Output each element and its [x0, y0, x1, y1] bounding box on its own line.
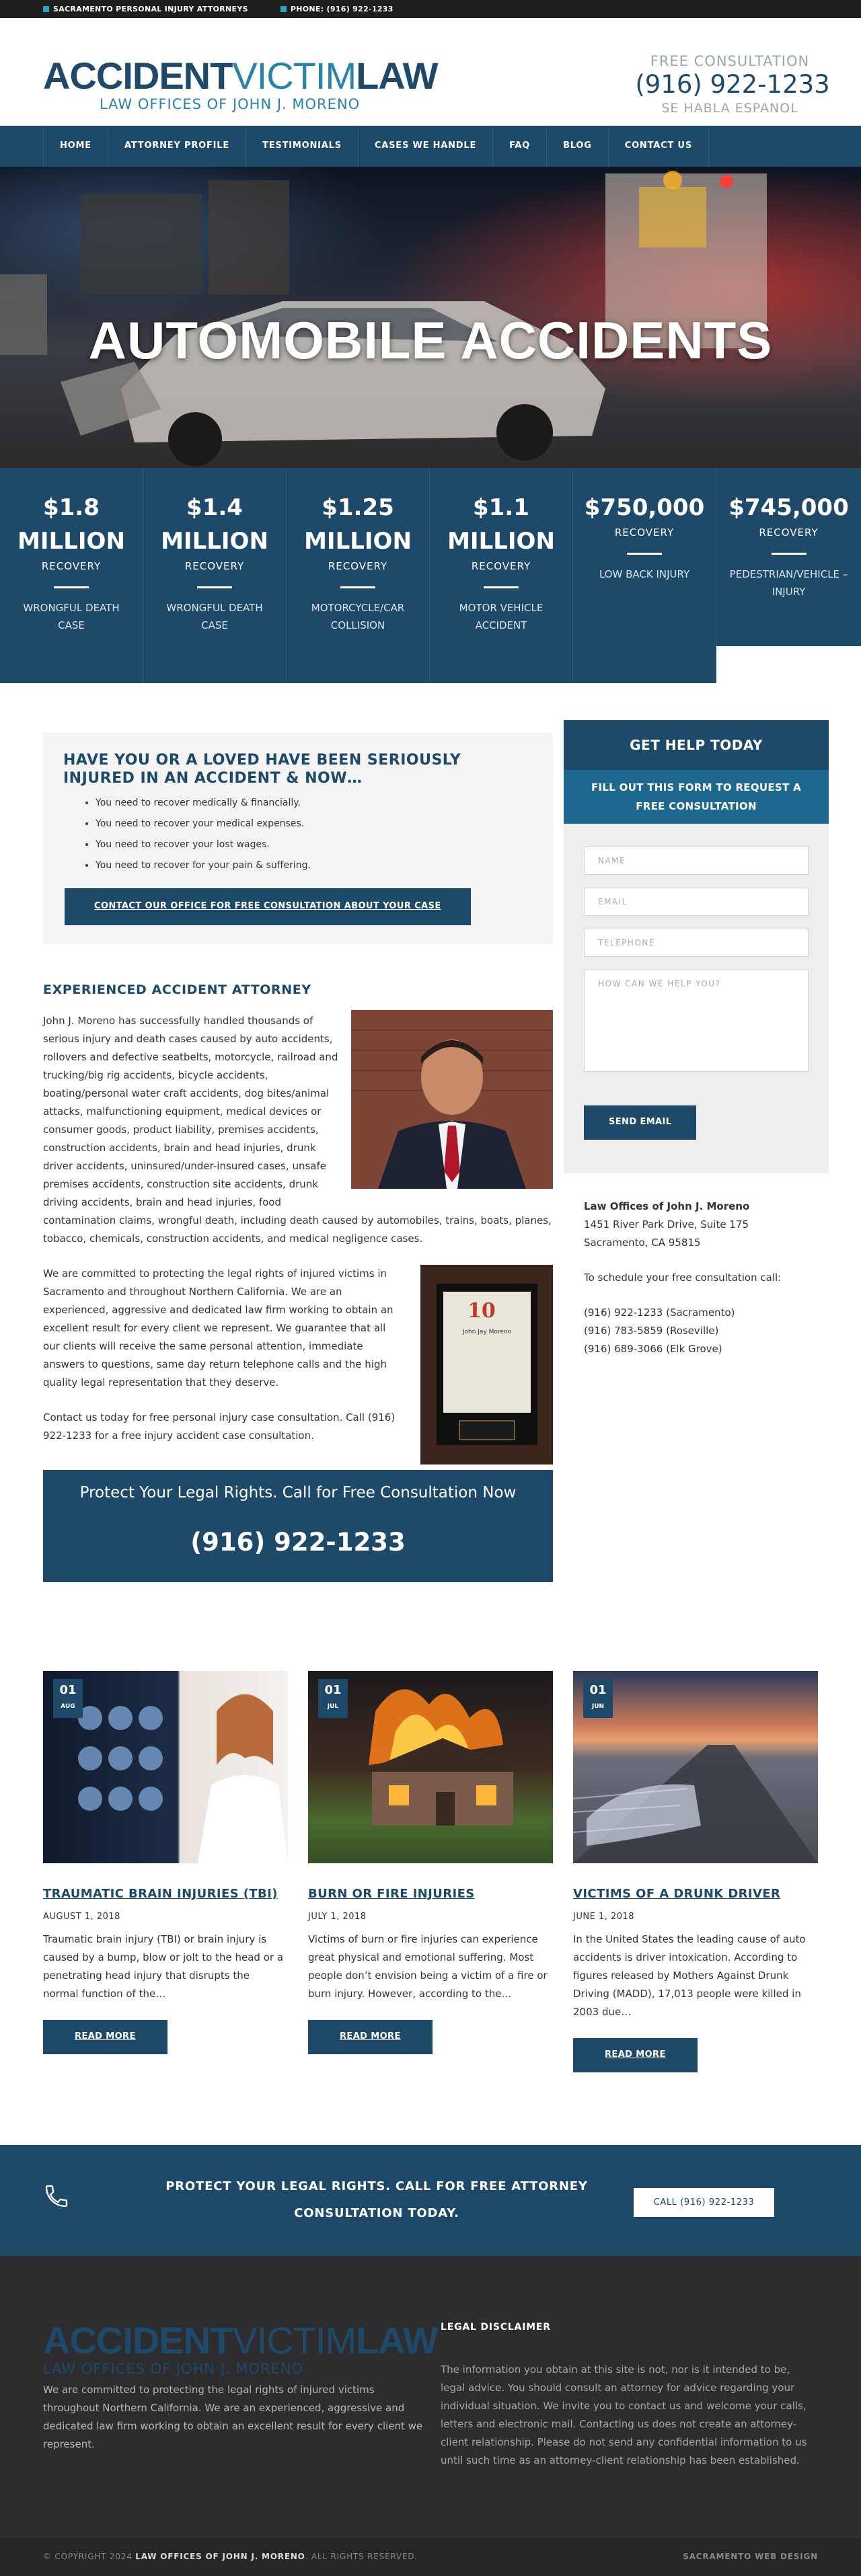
- post-date: JUNE 1, 2018: [573, 1912, 635, 1922]
- callout-title: HAVE YOU OR A LOVED HAVE BEEN SERIOUSLY INJURED IN AN ACCIDENT & NOW…: [63, 752, 461, 787]
- stat-card: [716, 468, 861, 646]
- badge-month: AUG: [61, 1703, 75, 1710]
- disclaimer-text: The information you obtain at this site is not, nor is it intended to be, legal advice. You should consult an attorney for advice regarding your individual situation. We invite you to contact us and welcome your calls, letters and electronic mail. Contacting us does not create an attorney-client relationship. Please do not send any confidential information to us until such time as an attorney-client relationship has been established.: [441, 2364, 807, 2467]
- logo-accident[interactable]: ACCIDENT: [43, 2318, 233, 2362]
- office-phone[interactable]: (916) 783-5859 (Roseville): [584, 1324, 719, 1337]
- nav-contact[interactable]: CONTACT US: [609, 126, 709, 167]
- square-icon: [43, 6, 49, 12]
- header-contact: [635, 53, 830, 116]
- nav-cases[interactable]: CASES WE HANDLE: [359, 126, 493, 167]
- top-phone[interactable]: [280, 3, 394, 15]
- name-input[interactable]: NAME: [584, 847, 809, 875]
- disclaimer-title: LEGAL DISCLAIMER: [441, 2321, 551, 2333]
- post-title[interactable]: VICTIMS OF A DRUNK DRIVER: [573, 1886, 781, 1901]
- copyright-firm: LAW OFFICES OF JOHN J. MORENO: [135, 2552, 305, 2562]
- stat-label: RECOVERY: [184, 560, 245, 572]
- office-phone[interactable]: (916) 689-3066 (Elk Grove): [584, 1342, 722, 1355]
- hero-banner: [0, 167, 861, 468]
- hero-title: AUTOMOBILE ACCIDENTS: [88, 311, 773, 370]
- badge-day: 01: [589, 1682, 607, 1697]
- stat-case: LOW BACK INJURY: [599, 568, 690, 580]
- post-date-badge: [53, 1679, 83, 1718]
- footer-logo[interactable]: [43, 2318, 438, 2377]
- post-date: JULY 1, 2018: [308, 1912, 367, 1922]
- stat-unit: MILLION: [304, 528, 412, 555]
- stat-case: MOTORCYCLE/CAR COLLISION: [311, 602, 405, 631]
- stat-amount: $1.4: [186, 494, 243, 521]
- post-date-badge: [583, 1679, 613, 1718]
- address-line: 1451 River Park Drive, Suite 175: [584, 1218, 749, 1231]
- stat-label: RECOVERY: [41, 560, 102, 572]
- free-consultation-label: FREE CONSULTATION: [650, 53, 810, 69]
- blog-posts: [0, 1671, 861, 2072]
- send-email-button[interactable]: SEND EMAIL: [584, 1105, 696, 1140]
- logo-victim[interactable]: VICTIM: [232, 2318, 357, 2362]
- firm-name: Law Offices of John J. Moreno: [584, 1200, 750, 1212]
- logo-law[interactable]: LAW: [356, 54, 438, 97]
- legal-disclaimer: [441, 2319, 814, 2470]
- contact-office-button[interactable]: CONTACT OUR OFFICE FOR FREE CONSULTATION ABOUT YOUR CASE: [65, 888, 471, 925]
- list-item: • You need to recover for your pain & suffering.: [96, 855, 533, 876]
- blog-post: [308, 1671, 553, 2072]
- stat-unit: MILLION: [161, 528, 268, 555]
- nav-testimonials[interactable]: TESTIMONIALS: [246, 126, 359, 167]
- left-column: [43, 670, 553, 1582]
- post-image[interactable]: [308, 1671, 553, 1863]
- post-image[interactable]: [573, 1671, 818, 1863]
- site-header: [0, 18, 861, 126]
- read-more-button[interactable]: READ MORE: [573, 2038, 698, 2072]
- right-column: [564, 670, 829, 1582]
- nav-attorney-profile[interactable]: ATTORNEY PROFILE: [108, 126, 246, 167]
- spanish-label: SE HABLA ESPANOL: [661, 101, 798, 116]
- logo-victim[interactable]: VICTIM: [232, 54, 357, 97]
- address-line: Sacramento, CA 95815: [584, 1236, 701, 1249]
- badge-month: JUN: [591, 1703, 605, 1710]
- copyright-prefix: © COPYRIGHT 2024: [43, 2552, 133, 2562]
- list-item: • You need to recover your lost wages.: [96, 834, 533, 855]
- divider: [772, 553, 807, 555]
- call-button[interactable]: CALL (916) 922-1233: [634, 2188, 774, 2217]
- web-design-credit[interactable]: SACRAMENTO WEB DESIGN: [683, 2552, 818, 2562]
- post-title[interactable]: BURN OR FIRE INJURIES: [308, 1886, 475, 1901]
- stat-card: [573, 468, 716, 683]
- stat-label: RECOVERY: [471, 560, 531, 572]
- svg-text:10: 10: [467, 1299, 496, 1323]
- top-bar: [0, 0, 861, 18]
- stat-label: RECOVERY: [328, 560, 388, 572]
- list-item: • You need to recover medically & financially.: [96, 793, 533, 814]
- consultation-form: [564, 720, 829, 1173]
- logo-subtitle[interactable]: LAW OFFICES OF JOHN J. MORENO: [43, 2360, 304, 2377]
- read-more-button[interactable]: READ MORE: [308, 2020, 433, 2054]
- logo-subtitle[interactable]: LAW OFFICES OF JOHN J. MORENO: [100, 96, 361, 112]
- section-title: EXPERIENCED ACCIDENT ATTORNEY: [43, 982, 311, 997]
- copyright-text: [43, 2550, 418, 2564]
- banner-text: PROTECT YOUR LEGAL RIGHTS. CALL FOR FREE ATTORNEY CONSULTATION TODAY.: [165, 2179, 588, 2220]
- office-address: [564, 1173, 829, 1382]
- square-icon: [280, 6, 287, 12]
- site-footer: [0, 2256, 861, 2538]
- tagline-text: SACRAMENTO PERSONAL INJURY ATTORNEYS: [53, 4, 248, 13]
- nav-faq[interactable]: FAQ: [493, 126, 547, 167]
- stat-amount: $750,000: [584, 494, 705, 521]
- stat-case: WRONGFUL DEATH CASE: [166, 602, 263, 631]
- recovery-stats: [0, 468, 861, 683]
- divider: [627, 553, 662, 555]
- post-image[interactable]: [43, 1671, 288, 1863]
- header-phone[interactable]: [635, 69, 830, 100]
- schedule-text: To schedule your free consultation call:: [584, 1271, 782, 1284]
- office-phone[interactable]: (916) 922-1233 (Sacramento): [584, 1306, 735, 1319]
- stat-case: WRONGFUL DEATH CASE: [23, 602, 120, 631]
- footer-about: We are committed to protecting the legal rights of injured victims throughout Northern California. We are an experienced, aggressive and dedicated law firm working to obtain an excellent result for every client we represent.: [43, 2383, 423, 2450]
- stat-case: MOTOR VEHICLE ACCIDENT: [459, 602, 544, 631]
- phone-outline-icon: [43, 2183, 70, 2210]
- stat-label: RECOVERY: [614, 526, 675, 539]
- post-excerpt: Victims of burn or fire injuries can experience great physical and emotional suffering. Most people don’t envision being a victim of a fire or burn injury. However, according to the…: [308, 1933, 548, 2000]
- telephone-input[interactable]: TELEPHONE: [584, 929, 809, 957]
- callout-list: [96, 793, 533, 876]
- blog-post: [43, 1671, 288, 2072]
- post-excerpt: Traumatic brain injury (TBI) or brain injury is caused by a bump, blow or jolt to the head or a penetrating head injury that disrupts the normal function of the…: [43, 1933, 284, 2000]
- stat-card: [287, 468, 430, 683]
- stat-card: [0, 468, 143, 683]
- award-plaque-image: [420, 1265, 553, 1465]
- copyright-bar: [0, 2538, 861, 2576]
- email-input[interactable]: EMAIL: [584, 888, 809, 916]
- attorney-photo: [351, 1010, 553, 1189]
- divider: [54, 586, 89, 588]
- stat-label: RECOVERY: [759, 526, 819, 539]
- divider: [197, 586, 232, 588]
- stat-amount: $1.1: [473, 494, 529, 521]
- body-paragraph: Contact us today for free personal injury case consultation. Call (916) 922-1233 for a free injury accident case consultation.: [43, 1411, 396, 1442]
- copyright-suffix: . ALL RIGHTS RESERVED.: [305, 2552, 418, 2562]
- cta-text: Protect Your Legal Rights. Call for Free Consultation Now: [79, 1484, 517, 1501]
- stat-unit: MILLION: [447, 528, 555, 555]
- logo-law[interactable]: LAW: [356, 2318, 438, 2362]
- main-content: [0, 670, 861, 1582]
- stat-amount: $1.8: [43, 494, 100, 521]
- stat-card: [143, 468, 287, 683]
- stat-amount: $1.25: [322, 494, 394, 521]
- site-logo[interactable]: [43, 54, 438, 112]
- post-date-badge: [318, 1679, 348, 1718]
- badge-day: 01: [324, 1682, 342, 1697]
- main-nav: [0, 126, 861, 167]
- logo-accident[interactable]: ACCIDENT: [43, 54, 233, 97]
- award-plaque: [420, 1265, 553, 1465]
- form-subtitle: FILL OUT THIS FORM TO REQUEST A FREE CONSULTATION: [564, 770, 829, 824]
- divider: [484, 586, 519, 588]
- nav-blog[interactable]: BLOG: [547, 126, 609, 167]
- message-textarea[interactable]: HOW CAN WE HELP YOU?: [584, 970, 809, 1072]
- stat-amount: $745,000: [728, 494, 849, 521]
- award-name: John Jay Moreno: [462, 1329, 512, 1335]
- consultation-banner: [0, 2145, 861, 2256]
- badge-day: 01: [59, 1682, 77, 1697]
- body-paragraph: We are committed to protecting the legal rights of injured victims in Sacramento and throughout Northern California. We are an experienced, aggressive and dedicated law firm working to obtain an excellent result for every client we represent. We guarantee that all our clients will receive the same personal attention, immediate answers to questions, same day return telephone calls and the high quality legal representation that they deserve.: [43, 1267, 394, 1389]
- cta-phone[interactable]: (916) 922-1233: [190, 1528, 406, 1557]
- stat-card: [430, 468, 573, 683]
- read-more-button[interactable]: READ MORE: [43, 2020, 167, 2054]
- post-excerpt: In the United States the leading cause of auto accidents is driver intoxication. According to figures released by Mothers Against Drunk Driving (MADD), 17,013 people were killed in 2003 due…: [573, 1933, 806, 2018]
- injury-callout: [43, 733, 553, 944]
- list-item: • You need to recover your medical expenses.: [96, 814, 533, 834]
- stat-case: PEDESTRIAN/VEHICLE – INJURY: [729, 568, 848, 598]
- stat-unit: MILLION: [17, 528, 125, 555]
- tagline: [43, 3, 248, 15]
- post-date: AUGUST 1, 2018: [43, 1912, 120, 1922]
- body-paragraph: John J. Moreno has successfully handled thousands of serious injury and death cases caused by auto accidents, rollovers and defective seatbelts, motorcycle, railroad and trucking/big rig accidents, bicycle accidents, boating/personal water craft accidents, dog bites/animal attacks, malfunctioning equipment, medical devices or consumer goods, product liability, premises accidents, construction accidents, brain and head injuries, drunk driver accidents, uninsured/under-insured cases, unsafe premises accidents, construction site accidents, drunk driving accidents, brain and head injuries, food contamination claims, wrongful death, including death caused by automobiles, trains, boats, planes, tobacco, chemicals, construction accidents, and medical negligence cases.: [43, 1015, 552, 1245]
- form-title: GET HELP TODAY: [564, 720, 829, 770]
- blog-post: [573, 1671, 818, 2072]
- attorney-portrait: [351, 1010, 553, 1189]
- consultation-cta: [43, 1470, 553, 1582]
- divider: [340, 586, 375, 588]
- post-title[interactable]: TRAUMATIC BRAIN INJURIES (TBI): [43, 1886, 278, 1901]
- badge-month: JUL: [327, 1703, 339, 1710]
- header-phone-number[interactable]: (916) 922-1233: [635, 70, 830, 99]
- top-phone-text[interactable]: PHONE: (916) 922-1233: [290, 4, 394, 13]
- nav-home[interactable]: HOME: [43, 126, 108, 167]
